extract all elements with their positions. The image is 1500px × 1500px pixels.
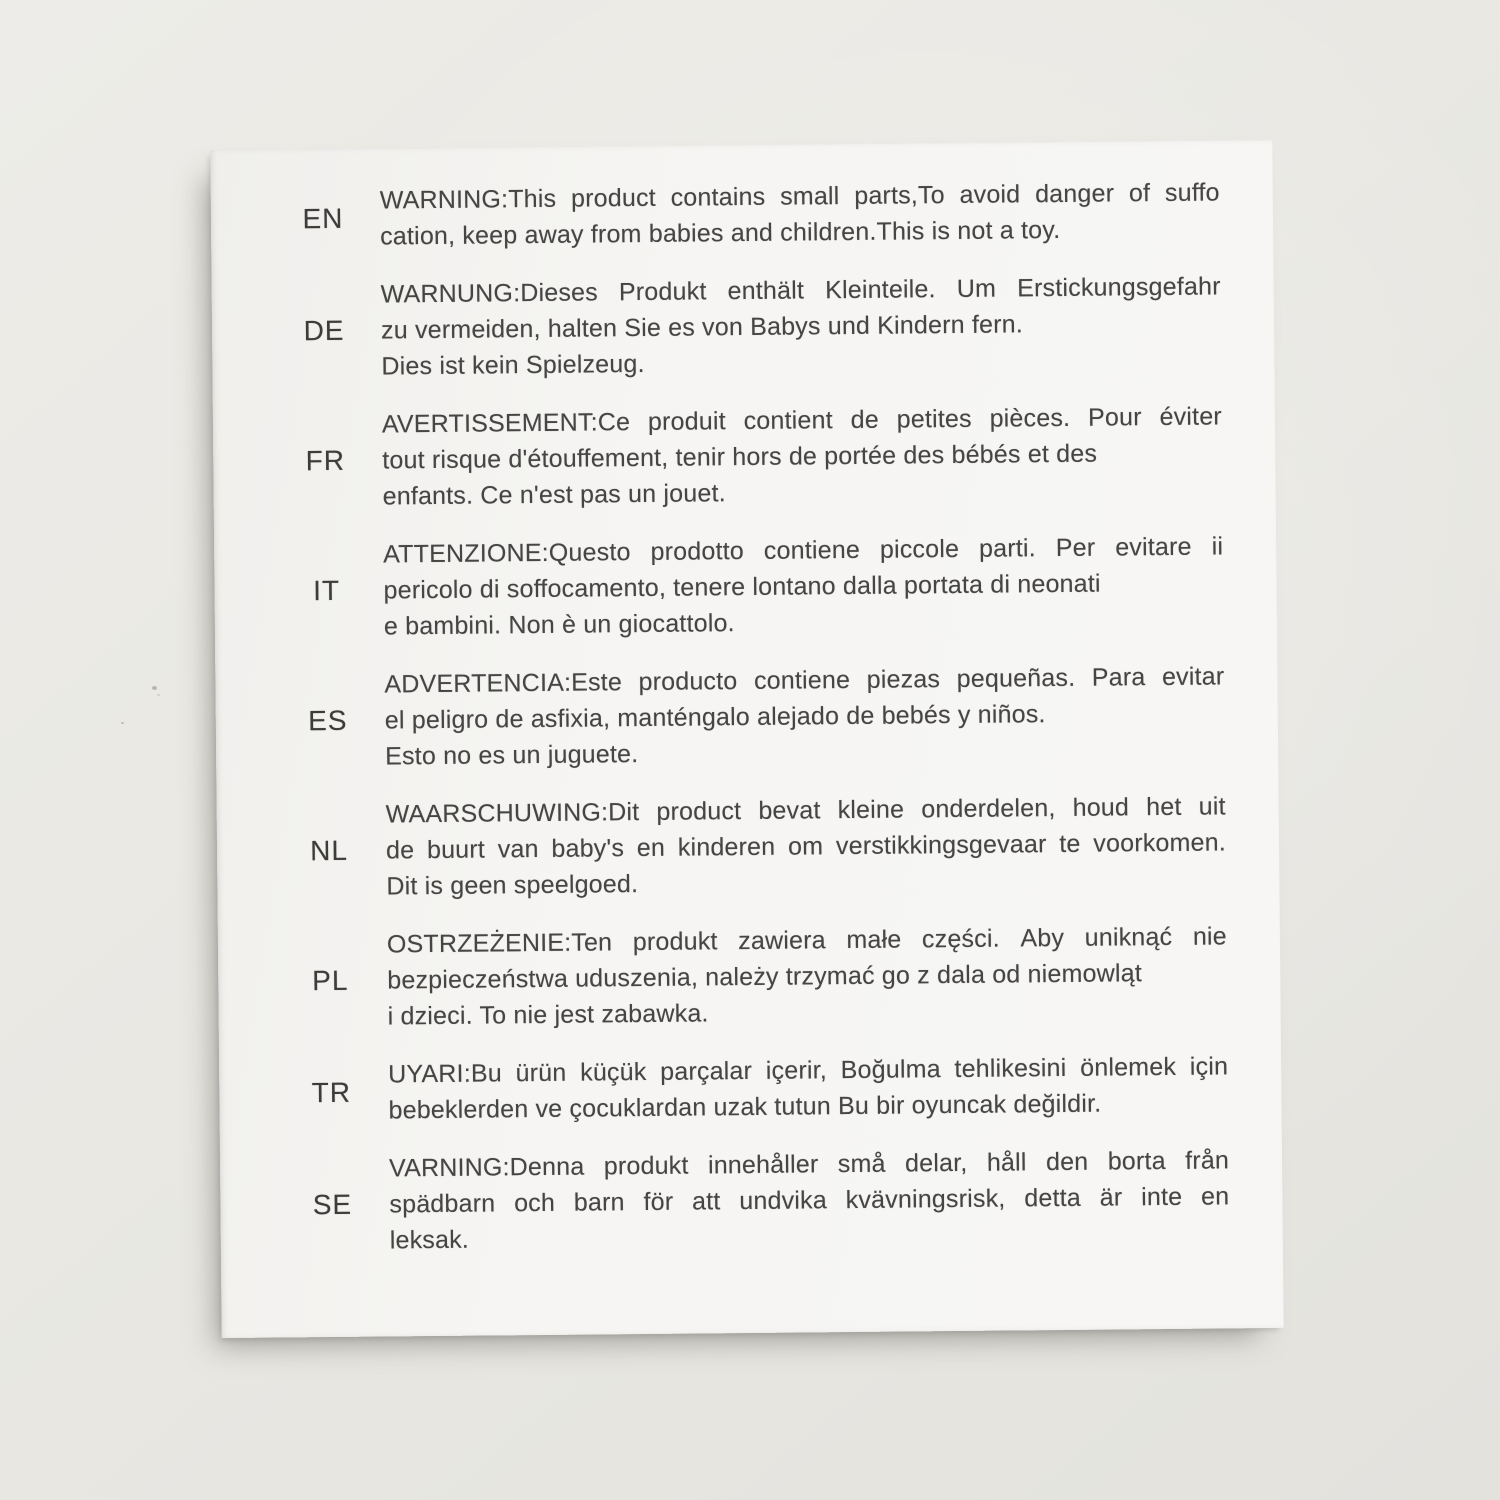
- warning-text-line: leksak.: [389, 1225, 470, 1255]
- warning-section-pl: [218, 918, 1281, 1036]
- warning-section-fr: [213, 398, 1276, 516]
- warning-text-line: bezpieczeństwa uduszenia, należy trzymać go z dala od niemowląt: [387, 959, 1143, 995]
- warning-text-line: cation, keep away from babies and children.This is not a toy.: [380, 215, 1061, 251]
- warning-text-line: Dies ist kein Spielzeug.: [381, 349, 645, 381]
- warning-text: [382, 398, 1223, 514]
- warning-section-tr: [219, 1048, 1282, 1130]
- language-code-label: IT: [312, 574, 341, 607]
- warning-text-line: el peligro de asfixia, manténgalo alejado de bebés y niños.: [384, 700, 1046, 735]
- warning-text-line: WARNUNG:Dieses Produkt enthält Kleinteile. Um Erstickungsgefahr: [380, 272, 1221, 309]
- dust-speck: [152, 686, 157, 690]
- warning-text: [387, 918, 1228, 1034]
- warning-text-line: Esto no es un juguete.: [385, 740, 639, 771]
- warning-label-content: [211, 174, 1283, 1260]
- warning-section-es: [215, 658, 1278, 776]
- warning-text: [388, 1048, 1229, 1128]
- warning-text-line: WAARSCHUWING:Dit product bevat kleine onderdelen, houd het uit: [385, 792, 1226, 829]
- warning-text-line: WARNING:This product contains small parts,To avoid danger of suffo: [379, 178, 1220, 215]
- warning-text-line: e bambini. Non è un giocattolo.: [383, 609, 735, 641]
- warning-text-line: tout risque d'étouffement, tenir hors de portée des bébés et des: [382, 439, 1098, 475]
- warning-text-line: de buurt van baby's en kinderen om verstikkingsgevaar te voorkomen.: [385, 828, 1227, 865]
- warning-text: [383, 528, 1224, 644]
- warning-section-se: [220, 1142, 1283, 1260]
- warning-text: [381, 268, 1222, 384]
- language-code-label: SE: [312, 1188, 353, 1221]
- warning-text: [386, 788, 1227, 904]
- warning-text-line: spädbarn och barn för att undvika kvävningsrisk, detta är inte en: [389, 1182, 1230, 1219]
- warning-text: [380, 174, 1221, 254]
- warning-text-line: i dzieci. To nie jest zabawka.: [387, 999, 709, 1031]
- language-code-label: TR: [311, 1076, 352, 1109]
- warning-section-de: [212, 268, 1275, 386]
- warning-text-line: ADVERTENCIA:Este producto contiene piezas pequeñas. Para evitar: [384, 662, 1225, 699]
- warning-text: [389, 1142, 1230, 1258]
- language-code-label: NL: [309, 834, 349, 867]
- language-code-label: PL: [312, 964, 349, 997]
- warning-text-line: enfants. Ce n'est pas un jouet.: [382, 479, 726, 511]
- language-code-label: ES: [307, 704, 348, 737]
- warning-section-en: [211, 174, 1274, 256]
- warning-text-line: OSTRZEŻENIE:Ten produkt zawiera małe części. Aby uniknąć nie: [386, 922, 1227, 959]
- warning-text-line: bebeklerden ve çocuklardan uzak tutun Bu bir oyuncak değildir.: [388, 1089, 1102, 1125]
- warning-label-paper: [210, 140, 1283, 1338]
- warning-text-line: UYARI:Bu ürün küçük parçalar içerir, Boğulma tehlikesini önlemek için: [388, 1052, 1229, 1089]
- warning-text-line: VARNING:Denna produkt innehåller små delar, håll den borta från: [388, 1146, 1230, 1183]
- warning-section-nl: [217, 788, 1280, 906]
- warning-text: [384, 658, 1225, 774]
- warning-text-line: Dit is geen speelgoed.: [386, 870, 639, 901]
- warning-text-line: pericolo di soffocamento, tenere lontano dalla portata di neonati: [383, 569, 1101, 605]
- language-code-label: FR: [305, 444, 346, 477]
- dust-speck: [121, 722, 124, 724]
- language-code-label: EN: [302, 202, 344, 235]
- warning-text-line: AVERTISSEMENT:Ce produit contient de petites pièces. Pour éviter: [381, 402, 1223, 439]
- warning-section-it: [214, 528, 1277, 646]
- warning-text-line: zu vermeiden, halten Sie es von Babys und Kindern fern.: [380, 310, 1024, 345]
- warning-text-line: ATTENZIONE:Questo prodotto contiene piccole parti. Per evitare ii: [383, 532, 1224, 569]
- language-code-label: DE: [303, 314, 345, 347]
